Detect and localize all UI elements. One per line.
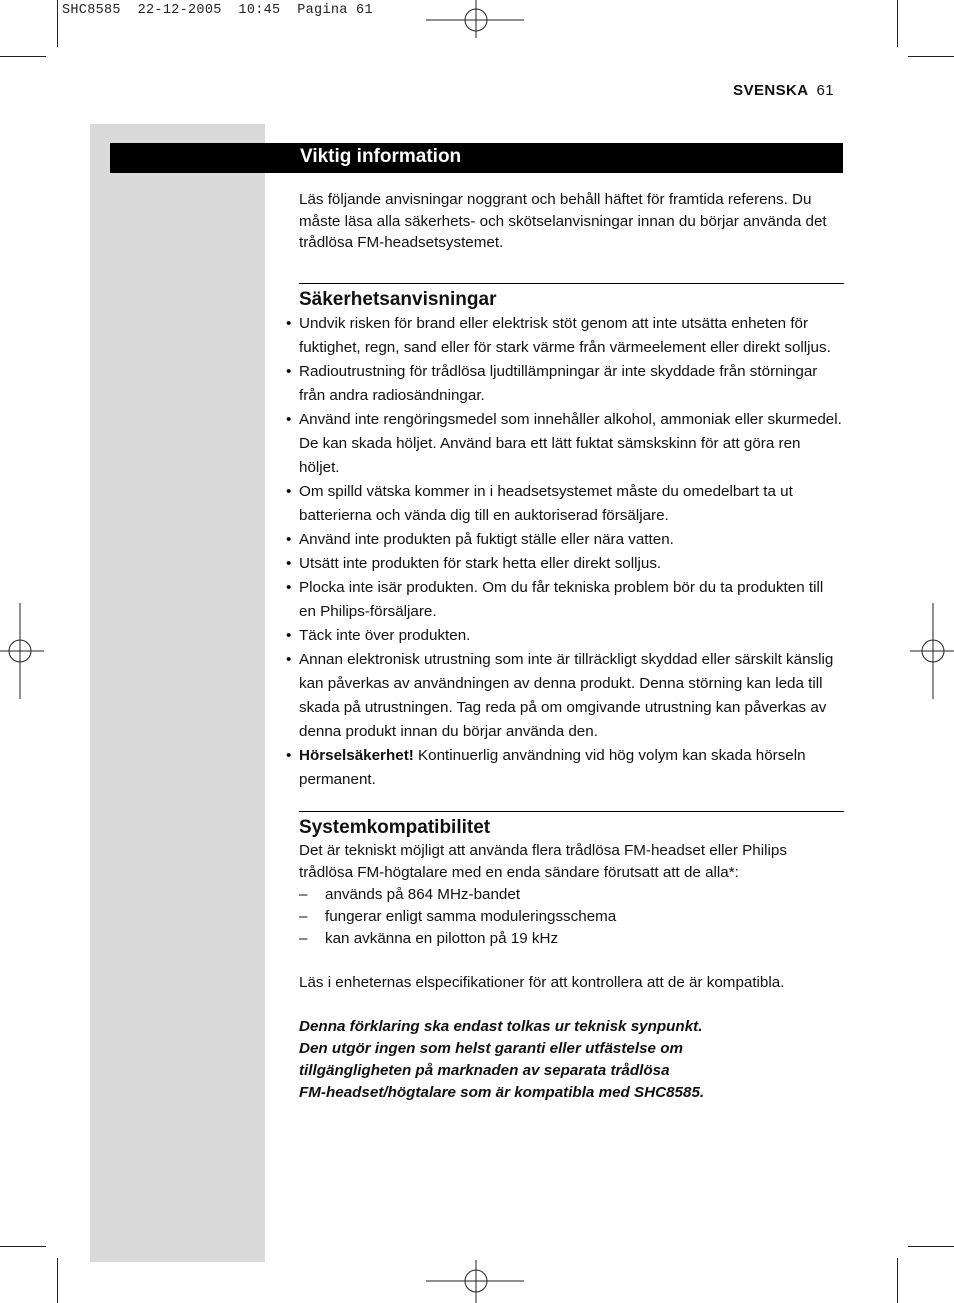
hearing-label: Hörselsäkerhet! (299, 746, 414, 764)
print-slug: SHC8585 22-12-2005 10:45 Pagina 61 (62, 3, 373, 18)
section-divider (299, 811, 844, 812)
list-item-hearing (299, 744, 844, 792)
list-item: • Plocka inte isär produkten. Om du får tekniska problem bör du ta produkten till en Philips-försäljare. (299, 576, 844, 624)
list-item: • Utsätt inte produkten för stark hetta eller direkt solljus. (299, 552, 844, 576)
safety-heading: Säkerhetsanvisningar (299, 288, 497, 310)
intro-paragraph: Läs följande anvisningar noggrant och behåll häftet för framtida referens. Du måste läsa alla säkerhets- och skötselanvisningar innan du börjar använda det trådlösa FM-headsetsystemet. (299, 191, 827, 251)
title-bar (110, 143, 843, 173)
list-item: – kan avkänna en pilotton på 19 kHz (299, 928, 844, 950)
list-item: • Täck inte över produkten. (299, 624, 844, 648)
page-number: 61 (816, 82, 834, 99)
disclaimer (299, 1016, 844, 1104)
section-divider (299, 283, 844, 284)
registration-mark-bottom (426, 1260, 526, 1303)
side-panel (90, 124, 265, 1262)
list-item: • Radioutrustning för trådlösa ljudtillämpningar är inte skyddade från störningar från andra radiosändningar. (299, 360, 844, 408)
list-item: • Annan elektronisk utrustning som inte är tillräckligt skyddad eller särskilt känslig kan påverkas av användningen av denna produkt. Denna störning kan leda till skada på utrustningen. Tag reda på om omgivande utrustning kan påverkas av denna produkt innan du börjar använda den. (299, 648, 844, 744)
disclaimer-line: Den utgör ingen som helst garanti eller utfästelse om (299, 1039, 683, 1057)
running-header (733, 82, 834, 99)
disclaimer-line: tillgängligheten på marknaden av separata trådlösa (299, 1061, 670, 1079)
list-item: • Om spilld vätska kommer in i headsetsystemet måste du omedelbart ta ut batterierna och vända dig till en auktoriserad försäljare. (299, 480, 844, 528)
registration-mark-top (426, 0, 526, 40)
list-item: • Använd inte rengöringsmedel som innehåller alkohol, ammoniak eller skurmedel. De kan skada höljet. Använd bara ett lätt fuktat sämskskinn för att göra ren höljet. (299, 408, 844, 480)
disclaimer-line: FM-headset/högtalare som är kompatibla med SHC8585. (299, 1083, 705, 1101)
list-item: • Använd inte produkten på fuktigt ställe eller nära vatten. (299, 528, 844, 552)
registration-mark-right (908, 603, 954, 699)
compat-heading: Systemkompatibilitet (299, 816, 491, 838)
list-item: – fungerar enligt samma moduleringsschema (299, 906, 844, 928)
header-language: SVENSKA (733, 82, 809, 99)
compat-paragraph: Det är tekniskt möjligt att använda flera trådlösa FM-headset eller Philips trådlösa FM-högtalare med en enda sändare förutsatt att de alla*: (299, 841, 787, 881)
registration-mark-left (0, 603, 46, 699)
compat-note: Läs i enheternas elspecifikationer för att kontrollera att de är kompatibla. (299, 973, 785, 991)
hearing-text: Kontinuerlig användning vid hög volym kan skada hörseln permanent. (299, 746, 806, 788)
list-item: • Undvik risken för brand eller elektrisk stöt genom att inte utsätta enheten för fuktighet, regn, sand eller för stark värme från värmeelement eller direkt solljus. (299, 312, 844, 360)
compat-list (299, 884, 844, 950)
safety-list (299, 312, 844, 792)
list-item: – används på 864 MHz-bandet (299, 884, 844, 906)
page-title: Viktig information (300, 146, 462, 167)
main-content (299, 189, 844, 1104)
disclaimer-line: Denna förklaring ska endast tolkas ur teknisk synpunkt. (299, 1017, 703, 1035)
